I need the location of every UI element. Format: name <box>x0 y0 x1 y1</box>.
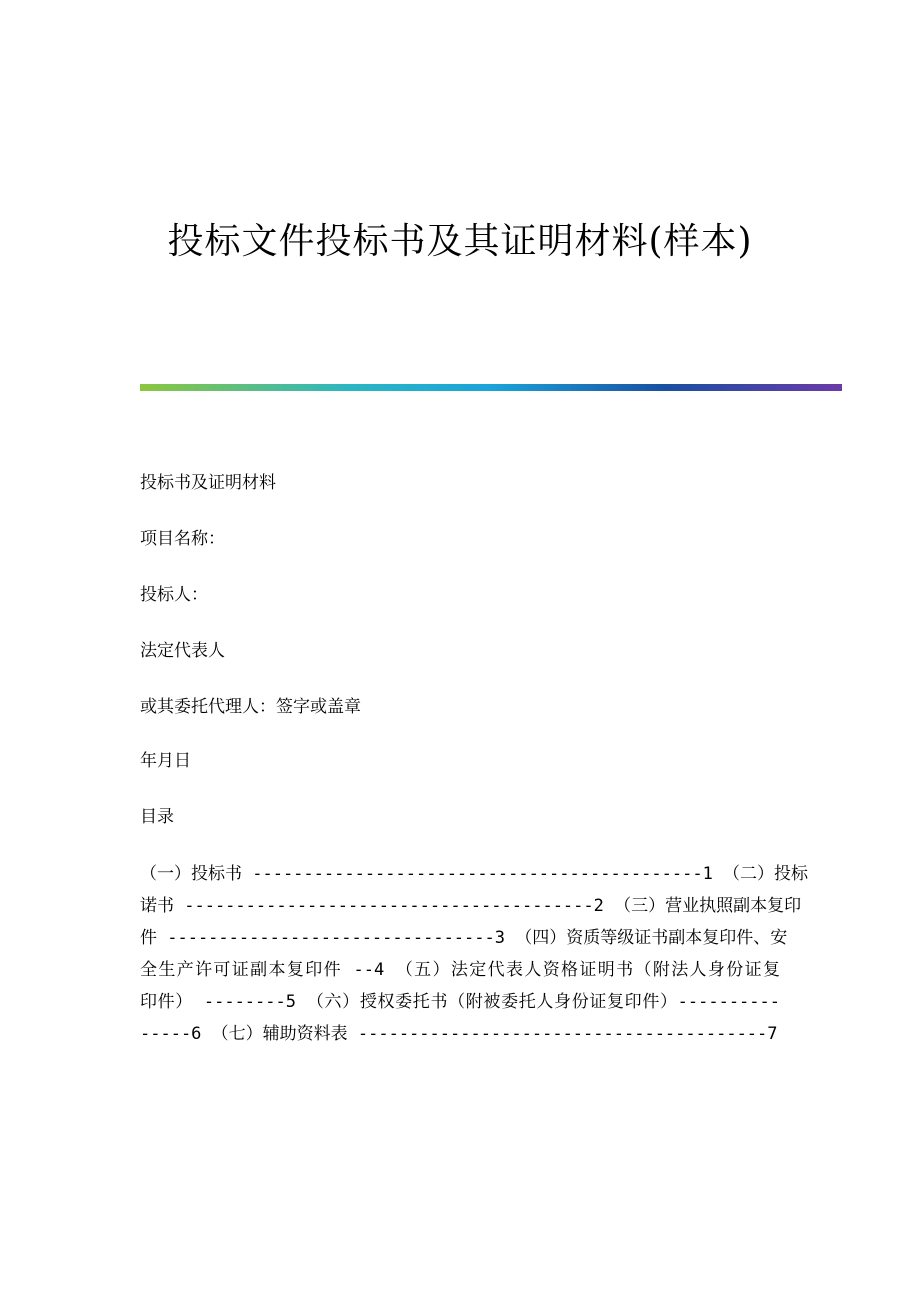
paragraph-bidder: 投标人： <box>140 585 208 605</box>
paragraph-project-name: 项目名称： <box>140 529 225 549</box>
document-title: 投标文件投标书及其证明材料(样本) <box>167 221 753 262</box>
toc-line: （一）投标书 --------------------------------------------1 （二）投标 <box>140 864 809 884</box>
paragraph-agent-signature: 或其委托代理人：签字或盖章 <box>140 697 361 717</box>
gradient-divider <box>140 384 842 391</box>
paragraph-subtitle: 投标书及证明材料 <box>140 473 276 493</box>
paragraph-legal-representative: 法定代表人 <box>140 641 225 661</box>
toc-line: 全生产许可证副本复印件 --4 （五）法定代表人资格证明书（附法人身份证复 <box>140 960 780 980</box>
toc-line: 印件） --------5 （六）授权委托书（附被委托人身份证复印件）---------- <box>140 992 780 1012</box>
toc-line: 件 --------------------------------3 （四）资质等级证书副本复印件、安 <box>140 928 788 948</box>
toc-line: 诺书 ----------------------------------------2 （三）营业执照副本复印 <box>140 896 802 916</box>
table-of-contents <box>140 858 809 1050</box>
paragraph-toc-heading: 目录 <box>140 807 174 827</box>
toc-line: -----6 （七）辅助资料表 ----------------------------------------7 <box>140 1024 778 1044</box>
paragraph-date: 年月日 <box>140 751 191 771</box>
